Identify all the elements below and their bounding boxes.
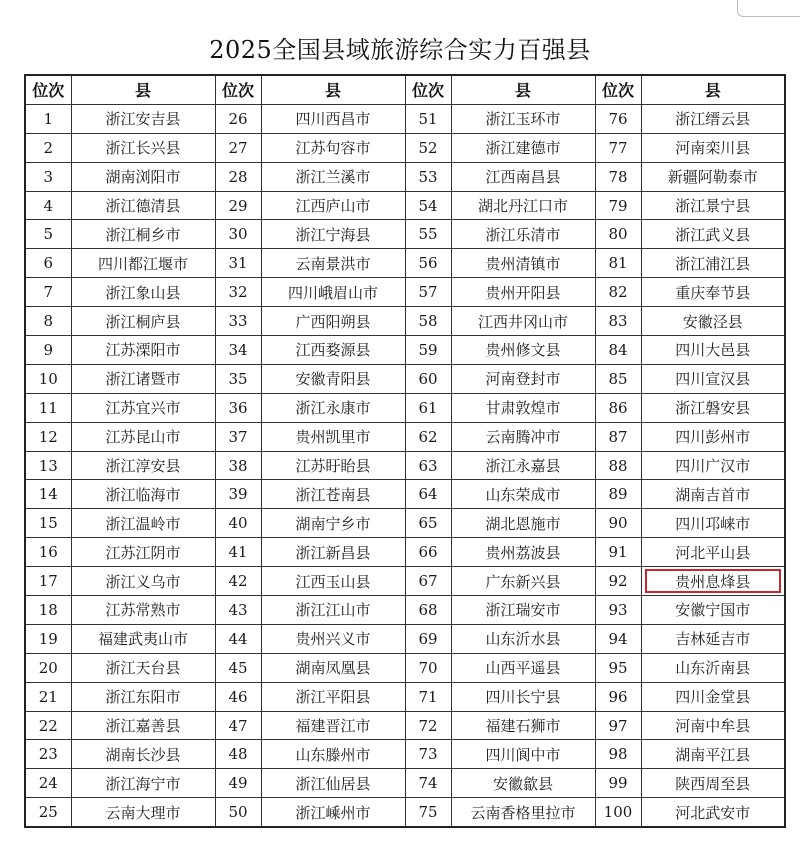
rank-cell: 82	[595, 278, 641, 307]
rank-cell: 77	[595, 133, 641, 162]
county-cell: 四川都江堰市	[71, 249, 215, 278]
county-cell: 河北平山县	[641, 538, 785, 567]
rank-cell: 69	[405, 624, 451, 653]
rank-cell: 19	[25, 624, 71, 653]
corner-frame	[737, 0, 800, 17]
table-row	[25, 336, 785, 365]
rank-cell: 65	[405, 509, 451, 538]
county-cell: 浙江苍南县	[261, 480, 405, 509]
rank-cell: 7	[25, 278, 71, 307]
rank-cell: 13	[25, 451, 71, 480]
rank-cell: 80	[595, 220, 641, 249]
rank-cell: 28	[215, 162, 261, 191]
county-cell: 贵州修文县	[451, 336, 595, 365]
table-row	[25, 682, 785, 711]
county-cell: 浙江义乌市	[71, 567, 215, 596]
rank-cell: 100	[595, 798, 641, 827]
county-cell: 浙江永嘉县	[451, 451, 595, 480]
table-row	[25, 133, 785, 162]
rank-cell: 38	[215, 451, 261, 480]
county-cell: 湖南宁乡市	[261, 509, 405, 538]
county-cell: 浙江诸暨市	[71, 364, 215, 393]
county-cell: 江苏常熟市	[71, 596, 215, 625]
rank-cell: 9	[25, 336, 71, 365]
county-cell: 山东滕州市	[261, 740, 405, 769]
rank-cell: 57	[405, 278, 451, 307]
county-cell: 四川广汉市	[641, 451, 785, 480]
county-cell: 浙江温岭市	[71, 509, 215, 538]
county-cell: 浙江江山市	[261, 596, 405, 625]
rank-cell: 96	[595, 682, 641, 711]
county-cell: 四川大邑县	[641, 336, 785, 365]
rank-cell: 18	[25, 596, 71, 625]
county-cell: 浙江海宁市	[71, 769, 215, 798]
county-cell: 贵州凯里市	[261, 422, 405, 451]
rank-cell: 60	[405, 364, 451, 393]
rank-cell: 63	[405, 451, 451, 480]
rank-cell: 50	[215, 798, 261, 827]
rank-cell: 11	[25, 393, 71, 422]
rank-cell: 88	[595, 451, 641, 480]
county-cell: 浙江瑞安市	[451, 596, 595, 625]
rank-cell: 33	[215, 307, 261, 336]
county-cell: 江西南昌县	[451, 162, 595, 191]
county-cell: 云南腾冲市	[451, 422, 595, 451]
rank-cell: 45	[215, 653, 261, 682]
rank-cell: 68	[405, 596, 451, 625]
table-row	[25, 653, 785, 682]
rank-cell: 16	[25, 538, 71, 567]
rank-cell: 39	[215, 480, 261, 509]
county-cell: 湖北恩施市	[451, 509, 595, 538]
county-cell: 福建石狮市	[451, 711, 595, 740]
rank-cell: 41	[215, 538, 261, 567]
county-cell: 四川金堂县	[641, 682, 785, 711]
rank-cell: 54	[405, 191, 451, 220]
county-cell: 陕西周至县	[641, 769, 785, 798]
rank-cell: 42	[215, 567, 261, 596]
county-cell: 浙江长兴县	[71, 133, 215, 162]
county-cell: 浙江宁海县	[261, 220, 405, 249]
county-cell: 四川峨眉山市	[261, 278, 405, 307]
rank-cell: 55	[405, 220, 451, 249]
rank-cell: 52	[405, 133, 451, 162]
rank-cell: 49	[215, 769, 261, 798]
county-cell: 浙江乐清市	[451, 220, 595, 249]
table-row	[25, 162, 785, 191]
rank-cell: 27	[215, 133, 261, 162]
rank-cell: 56	[405, 249, 451, 278]
rank-cell: 76	[595, 104, 641, 133]
county-cell: 江西婺源县	[261, 336, 405, 365]
rank-cell: 92	[595, 567, 641, 596]
county-cell: 浙江武义县	[641, 220, 785, 249]
county-cell: 浙江建德市	[451, 133, 595, 162]
header-rank: 位次	[595, 75, 641, 104]
county-cell: 江苏宜兴市	[71, 393, 215, 422]
rank-cell: 79	[595, 191, 641, 220]
county-cell: 贵州开阳县	[451, 278, 595, 307]
table-row	[25, 740, 785, 769]
rank-cell: 51	[405, 104, 451, 133]
rank-cell: 75	[405, 798, 451, 827]
rank-cell: 84	[595, 336, 641, 365]
county-cell: 湖南浏阳市	[71, 162, 215, 191]
county-cell: 河南中牟县	[641, 711, 785, 740]
rank-cell: 3	[25, 162, 71, 191]
table-row	[25, 711, 785, 740]
county-cell: 贵州荔波县	[451, 538, 595, 567]
rank-cell: 91	[595, 538, 641, 567]
county-cell: 广东新兴县	[451, 567, 595, 596]
county-cell: 浙江缙云县	[641, 104, 785, 133]
rank-cell: 62	[405, 422, 451, 451]
header-rank: 位次	[405, 75, 451, 104]
rank-cell: 58	[405, 307, 451, 336]
county-cell: 浙江桐庐县	[71, 307, 215, 336]
table-row	[25, 393, 785, 422]
rank-cell: 98	[595, 740, 641, 769]
rank-cell: 73	[405, 740, 451, 769]
header-county: 县	[451, 75, 595, 104]
county-cell: 山东沂南县	[641, 653, 785, 682]
county-cell: 四川邛崃市	[641, 509, 785, 538]
county-cell: 江西井冈山市	[451, 307, 595, 336]
rank-cell: 94	[595, 624, 641, 653]
rank-cell: 78	[595, 162, 641, 191]
table-header	[25, 75, 785, 104]
county-cell: 重庆奉节县	[641, 278, 785, 307]
rank-cell: 12	[25, 422, 71, 451]
rank-cell: 26	[215, 104, 261, 133]
table-row	[25, 307, 785, 336]
county-cell: 四川西昌市	[261, 104, 405, 133]
county-cell: 四川宣汉县	[641, 364, 785, 393]
rank-cell: 47	[215, 711, 261, 740]
county-cell: 浙江平阳县	[261, 682, 405, 711]
rank-cell: 64	[405, 480, 451, 509]
table-row	[25, 364, 785, 393]
rank-cell: 74	[405, 769, 451, 798]
county-cell: 浙江嵊州市	[261, 798, 405, 827]
county-cell: 四川彭州市	[641, 422, 785, 451]
rank-cell: 21	[25, 682, 71, 711]
table-row	[25, 191, 785, 220]
header-county: 县	[71, 75, 215, 104]
rank-cell: 46	[215, 682, 261, 711]
rank-cell: 97	[595, 711, 641, 740]
rank-cell: 48	[215, 740, 261, 769]
county-cell: 浙江嘉善县	[71, 711, 215, 740]
page-title: 2025全国县域旅游综合实力百强县	[209, 36, 591, 64]
table-row	[25, 278, 785, 307]
rank-cell: 2	[25, 133, 71, 162]
table-row	[25, 567, 785, 596]
county-cell: 浙江德清县	[71, 191, 215, 220]
rank-cell: 10	[25, 364, 71, 393]
county-cell: 湖南长沙县	[71, 740, 215, 769]
county-cell: 山西平遥县	[451, 653, 595, 682]
county-cell: 安徽宁国市	[641, 596, 785, 625]
rank-cell: 70	[405, 653, 451, 682]
table-row	[25, 769, 785, 798]
county-cell: 浙江象山县	[71, 278, 215, 307]
rank-cell: 53	[405, 162, 451, 191]
county-cell: 浙江磐安县	[641, 393, 785, 422]
county-cell: 福建武夷山市	[71, 624, 215, 653]
rank-cell: 34	[215, 336, 261, 365]
rank-cell: 66	[405, 538, 451, 567]
county-cell: 江苏盱眙县	[261, 451, 405, 480]
rank-cell: 99	[595, 769, 641, 798]
rank-cell: 31	[215, 249, 261, 278]
county-cell: 云南大理市	[71, 798, 215, 827]
rank-cell: 43	[215, 596, 261, 625]
county-cell: 甘肃敦煌市	[451, 393, 595, 422]
rank-cell: 36	[215, 393, 261, 422]
rank-cell: 72	[405, 711, 451, 740]
rank-cell: 32	[215, 278, 261, 307]
county-cell: 江苏溧阳市	[71, 336, 215, 365]
rank-cell: 89	[595, 480, 641, 509]
table-row	[25, 422, 785, 451]
table-row	[25, 596, 785, 625]
county-cell: 江苏江阴市	[71, 538, 215, 567]
rank-cell: 14	[25, 480, 71, 509]
table-row	[25, 798, 785, 827]
county-cell: 浙江淳安县	[71, 451, 215, 480]
county-cell: 浙江永康市	[261, 393, 405, 422]
header-rank: 位次	[25, 75, 71, 104]
rank-cell: 83	[595, 307, 641, 336]
highlighted-county-cell: 贵州息烽县	[641, 567, 785, 596]
county-cell: 浙江安吉县	[71, 104, 215, 133]
rank-cell: 87	[595, 422, 641, 451]
ranking-table	[24, 74, 786, 828]
county-cell: 浙江临海市	[71, 480, 215, 509]
rank-cell: 29	[215, 191, 261, 220]
rank-cell: 40	[215, 509, 261, 538]
rank-cell: 81	[595, 249, 641, 278]
header-county: 县	[261, 75, 405, 104]
rank-cell: 90	[595, 509, 641, 538]
county-cell: 四川阆中市	[451, 740, 595, 769]
county-cell: 湖北丹江口市	[451, 191, 595, 220]
county-cell: 四川长宁县	[451, 682, 595, 711]
table-body	[25, 104, 785, 827]
county-cell: 浙江仙居县	[261, 769, 405, 798]
table-row	[25, 480, 785, 509]
rank-cell: 20	[25, 653, 71, 682]
rank-cell: 93	[595, 596, 641, 625]
rank-cell: 85	[595, 364, 641, 393]
rank-cell: 15	[25, 509, 71, 538]
county-cell: 新疆阿勒泰市	[641, 162, 785, 191]
county-cell: 山东沂水县	[451, 624, 595, 653]
county-cell: 安徽歙县	[451, 769, 595, 798]
county-cell: 浙江东阳市	[71, 682, 215, 711]
table-row	[25, 249, 785, 278]
county-cell: 浙江新昌县	[261, 538, 405, 567]
rank-cell: 67	[405, 567, 451, 596]
rank-cell: 86	[595, 393, 641, 422]
table-row	[25, 451, 785, 480]
rank-cell: 17	[25, 567, 71, 596]
county-cell: 江西玉山县	[261, 567, 405, 596]
header-rank: 位次	[215, 75, 261, 104]
county-cell: 江苏昆山市	[71, 422, 215, 451]
rank-cell: 35	[215, 364, 261, 393]
rank-cell: 1	[25, 104, 71, 133]
county-cell: 山东荣成市	[451, 480, 595, 509]
county-cell: 湖南凤凰县	[261, 653, 405, 682]
rank-cell: 95	[595, 653, 641, 682]
county-cell: 福建晋江市	[261, 711, 405, 740]
county-cell: 湖南吉首市	[641, 480, 785, 509]
table-row	[25, 509, 785, 538]
county-cell: 江西庐山市	[261, 191, 405, 220]
county-cell: 广西阳朔县	[261, 307, 405, 336]
table-row	[25, 538, 785, 567]
county-cell: 浙江兰溪市	[261, 162, 405, 191]
county-cell: 贵州兴义市	[261, 624, 405, 653]
county-cell: 云南香格里拉市	[451, 798, 595, 827]
county-cell: 云南景洪市	[261, 249, 405, 278]
rank-cell: 4	[25, 191, 71, 220]
county-cell: 河北武安市	[641, 798, 785, 827]
county-cell: 安徽泾县	[641, 307, 785, 336]
county-cell: 浙江景宁县	[641, 191, 785, 220]
table-row	[25, 104, 785, 133]
rank-cell: 59	[405, 336, 451, 365]
county-cell: 吉林延吉市	[641, 624, 785, 653]
rank-cell: 25	[25, 798, 71, 827]
header-county: 县	[641, 75, 785, 104]
rank-cell: 44	[215, 624, 261, 653]
rank-cell: 71	[405, 682, 451, 711]
table-row	[25, 624, 785, 653]
county-cell: 河南栾川县	[641, 133, 785, 162]
rank-cell: 30	[215, 220, 261, 249]
county-cell: 浙江桐乡市	[71, 220, 215, 249]
rank-cell: 61	[405, 393, 451, 422]
county-cell: 湖南平江县	[641, 740, 785, 769]
rank-cell: 23	[25, 740, 71, 769]
county-cell: 浙江玉环市	[451, 104, 595, 133]
county-cell: 浙江浦江县	[641, 249, 785, 278]
rank-cell: 24	[25, 769, 71, 798]
county-cell: 江苏句容市	[261, 133, 405, 162]
county-cell: 河南登封市	[451, 364, 595, 393]
rank-cell: 22	[25, 711, 71, 740]
rank-cell: 6	[25, 249, 71, 278]
county-cell: 浙江天台县	[71, 653, 215, 682]
table-row	[25, 220, 785, 249]
rank-cell: 37	[215, 422, 261, 451]
rank-cell: 8	[25, 307, 71, 336]
county-cell: 安徽青阳县	[261, 364, 405, 393]
county-cell: 贵州清镇市	[451, 249, 595, 278]
rank-cell: 5	[25, 220, 71, 249]
